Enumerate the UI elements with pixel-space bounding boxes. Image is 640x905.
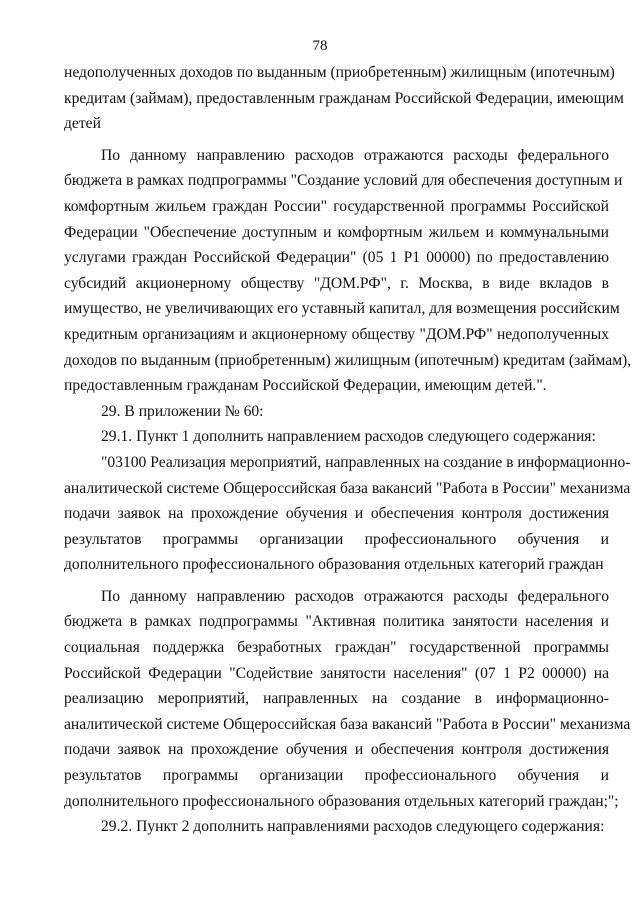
text-line: 29.1. Пункт 1 дополнить направлением расходов следующего содержания: [101,428,596,446]
text-line: кредитным организациям и акционерному обществу "ДОМ.РФ" недополученных [64,325,609,343]
text-line: аналитической системе Общероссийская база вакансий "Работа в России" механизма [64,479,631,497]
text-line: Российской Федерации "Содействие занятости населения" (07 1 Р2 00000) на [64,664,609,682]
text-line: детей [64,115,101,133]
text-line: доходов по выданным (приобретенным) жилищным (ипотечным) кредитам (займам), [64,351,632,369]
text-line: услугами граждан Российской Федерации" (05 1 Р1 00000) по предоставлению [64,249,609,267]
text-line: "03100 Реализация мероприятий, направленных на создание в информационно- [101,453,631,471]
text-line: комфортным жильем граждан России" государственной программы Российской [64,197,609,215]
text-line: результатов программы организации профессионального обучения и [64,767,609,785]
page-number: 78 [312,38,328,54]
text-line: социальная поддержка безработных граждан" государственной программы [64,639,609,657]
text-line: кредитам (займам), предоставленным гражданам Российской Федерации, имеющим [64,89,624,107]
text-line: По данному направлению расходов отражаются расходы федерального [101,146,609,164]
text-line: предоставленным гражданам Российской Федерации, имеющим детей.". [64,377,547,395]
text-line: подачи заявок на прохождение обучения и обеспечения контроля достижения [64,741,609,759]
text-line: субсидий акционерному обществу "ДОМ.РФ", г. Москва, в виде вкладов в [64,274,609,292]
text-line: По данному направлению расходов отражаются расходы федерального [101,587,609,605]
text-line: имущество, не увеличивающих его уставный капитал, для возмещения российским [64,300,620,318]
text-line: аналитической системе Общероссийская база вакансий "Работа в России" механизма [64,715,631,733]
text-line: недополученных доходов по выданным (приобретенным) жилищным (ипотечным) [64,64,615,81]
text-line: 29.2. Пункт 2 дополнить направлениями расходов следующего содержания: [101,818,605,836]
text-line: 29. В приложении № 60: [101,402,264,420]
text-line: бюджета в рамках подпрограммы "Создание условий для обеспечения доступным и [64,172,623,190]
text-line: бюджета в рамках подпрограммы "Активная политика занятости населения и [64,613,609,631]
text-line: реализацию мероприятий, направленных на создание в информационно- [64,690,609,708]
text-line: Федерации "Обеспечение доступным и комфортным жильем и коммунальными [64,223,609,241]
text-line: дополнительного профессионального образования отдельных категорий граждан;"; [64,792,619,810]
document-body [64,60,632,840]
text-line: дополнительного профессионального образования отдельных категорий граждан [64,556,604,574]
text-line: результатов программы организации профессионального обучения и [64,530,609,548]
text-line: подачи заявок на прохождение обучения и обеспечения контроля достижения [64,505,609,523]
